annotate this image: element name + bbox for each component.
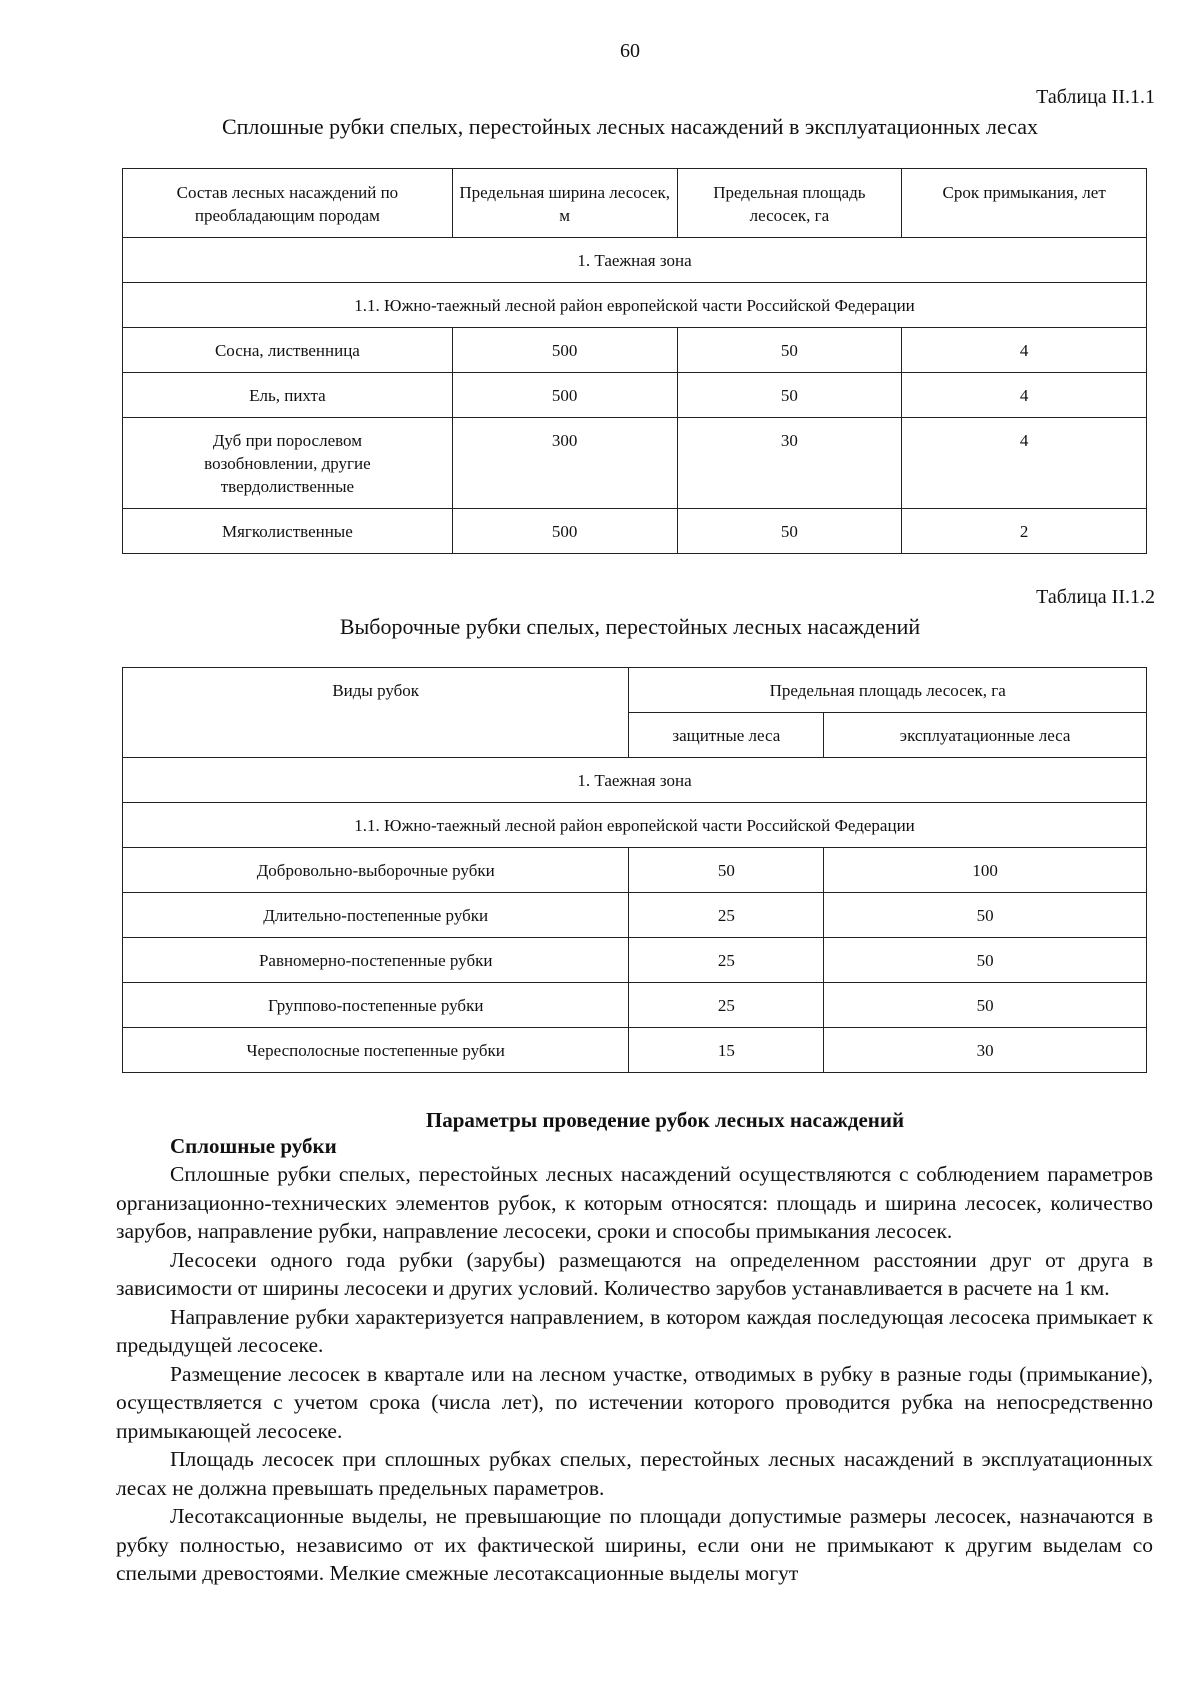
table-row xyxy=(123,893,1147,938)
table-row xyxy=(123,848,1147,893)
table1-header-cell: Предельная ширина лесосек, м xyxy=(452,169,677,238)
table-cell: 25 xyxy=(629,983,824,1028)
table2-header-row xyxy=(123,668,1147,713)
table2-header-protective: защитные леса xyxy=(629,713,824,758)
paragraph: Размещение лесосек в квартале или на лесном участке, отводимых в рубку в разные годы (примыкание), осуществляется с учетом срока (числа лет), по истечении которого проводится рубка на непосредственно примыкающей лесосеке. xyxy=(116,1361,1153,1443)
section-subheading: Сплошные рубки xyxy=(170,1134,337,1158)
table-cell: Группово-постепенные рубки xyxy=(123,983,629,1028)
table-cell: 500 xyxy=(452,328,677,373)
table-cell: 100 xyxy=(824,848,1147,893)
table-cell: Чересполосные постепенные рубки xyxy=(123,1028,629,1073)
table-cell: 4 xyxy=(902,418,1147,509)
table-cell: 500 xyxy=(452,509,677,554)
table-row xyxy=(123,373,1147,418)
table-cell: Длительно-постепенные рубки xyxy=(123,893,629,938)
table-cell: 50 xyxy=(677,509,902,554)
table-cell: 4 xyxy=(902,328,1147,373)
table-cell: 50 xyxy=(629,848,824,893)
table-cell: 15 xyxy=(629,1028,824,1073)
table1-header-row xyxy=(123,169,1147,238)
table-cell: 2 xyxy=(902,509,1147,554)
paragraph: Лесосеки одного года рубки (зарубы) размещаются на определенном расстоянии друг от друга в зависимости от ширины лесосеки и других условий. Количество зарубов устанавливается в расчете на 1 км. xyxy=(116,1247,1153,1300)
table1-title: Сплошные рубки спелых, перестойных лесных насаждений в эксплуатационных лесах xyxy=(221,114,1039,139)
table-cell: Добровольно-выборочные рубки xyxy=(123,848,629,893)
table-row xyxy=(123,418,1147,509)
table-row xyxy=(123,328,1147,373)
table2-header-type: Виды рубок xyxy=(123,668,629,758)
table2-header-area: Предельная площадь лесосек, га xyxy=(629,668,1147,713)
table1-header-cell: Предельная площадь лесосек, га xyxy=(677,169,902,238)
table-cell: Сосна, лиственница xyxy=(123,328,453,373)
paragraph: Лесотаксационные выделы, не превышающие по площади допустимые размеры лесосек, назначаются в рубку полностью, независимо от их фактической ширины, если они не примыкают к другим выделам со спелыми древостоями. Мелкие смежные лесотаксационные выделы могут xyxy=(116,1504,1153,1585)
table1-region-row xyxy=(123,283,1147,328)
table-cell: 50 xyxy=(824,893,1147,938)
table1-region-cell: 1.1. Южно-таежный лесной район европейской части Российской Федерации xyxy=(123,283,1147,328)
table-cell: Равномерно-постепенные рубки xyxy=(123,938,629,983)
table2 xyxy=(122,667,1147,1073)
table2-zone-row xyxy=(123,758,1147,803)
paragraph: Площадь лесосек при сплошных рубках спелых, перестойных лесных насаждений в эксплуатационных лесах не должна превышать предельных параметров. xyxy=(116,1447,1153,1500)
body-text xyxy=(116,1160,1153,1588)
table2-label: Таблица II.1.2 xyxy=(1036,586,1155,608)
table1-header-cell: Состав лесных насаждений по преобладающим породам xyxy=(123,169,453,238)
section-heading: Параметры проведение рубок лесных насаждений xyxy=(425,1108,905,1132)
table-row xyxy=(123,938,1147,983)
table-cell: 50 xyxy=(824,938,1147,983)
table-cell: 50 xyxy=(677,373,902,418)
table-cell: Мягколиственные xyxy=(123,509,453,554)
table-cell: 30 xyxy=(824,1028,1147,1073)
table2-header-operational: эксплуатационные леса xyxy=(824,713,1147,758)
table-row xyxy=(123,509,1147,554)
table-cell: Ель, пихта xyxy=(123,373,453,418)
table-cell: Дуб при порослевом возобновлении, другие твердолиственные xyxy=(123,418,453,509)
table-cell: 50 xyxy=(824,983,1147,1028)
table2-region-row xyxy=(123,803,1147,848)
table1 xyxy=(122,168,1147,554)
table-row xyxy=(123,1028,1147,1073)
table1-zone-cell: 1. Таежная зона xyxy=(123,238,1147,283)
table-cell: 25 xyxy=(629,893,824,938)
table1-header-cell: Срок примыкания, лет xyxy=(902,169,1147,238)
table-cell: 30 xyxy=(677,418,902,509)
paragraph: Сплошные рубки спелых, перестойных лесных насаждений осуществляются с соблюдением параметров организационно-технических элементов рубок, к которым относятся: площадь и ширина лесосек, количество зарубов, направление рубки, направление лесосеки, сроки и способы примыкания лесосек. xyxy=(116,1162,1153,1243)
table-cell: 300 xyxy=(452,418,677,509)
table-row xyxy=(123,983,1147,1028)
table2-title: Выборочные рубки спелых, перестойных лесных насаждений xyxy=(339,614,921,639)
table-cell: 50 xyxy=(677,328,902,373)
page-number: 60 xyxy=(620,40,640,62)
table-cell: 25 xyxy=(629,938,824,983)
table2-zone-cell: 1. Таежная зона xyxy=(123,758,1147,803)
table1-zone-row xyxy=(123,238,1147,283)
paragraph: Направление рубки характеризуется направлением, в котором каждая последующая лесосека примыкает к предыдущей лесосеке. xyxy=(116,1304,1153,1357)
table2-region-cell: 1.1. Южно-таежный лесной район европейской части Российской Федерации xyxy=(123,803,1147,848)
table1-label: Таблица II.1.1 xyxy=(1036,86,1155,108)
table-cell: 500 xyxy=(452,373,677,418)
table-cell: 4 xyxy=(902,373,1147,418)
